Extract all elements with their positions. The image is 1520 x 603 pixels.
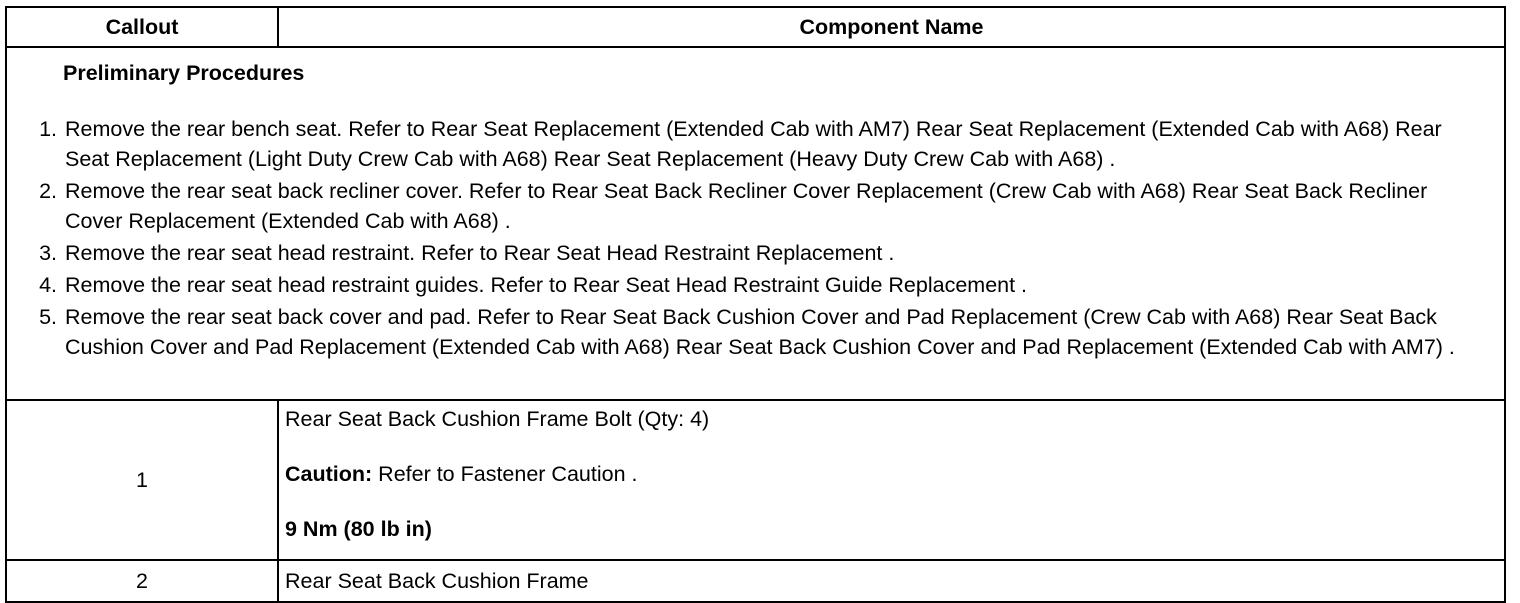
component-table (5, 6, 1506, 603)
caution-label: Caution: (285, 462, 373, 486)
preliminary-row (6, 47, 1505, 400)
preliminary-title: Preliminary Procedures (63, 61, 305, 85)
step-item: 5. Remove the rear seat back cover and pad. Refer to Rear Seat Back Cushion Cover and Pad Replacement (Crew Cab with A68) Rear Seat Back Cushion Cover and Pad Replacement (Extended Cab with A68) Rear Seat Back Cushion Cover and Pad Replacement (Extended Cab with AM7) . (63, 302, 1486, 362)
component-cell (278, 400, 1505, 560)
step-item: 1. Remove the rear bench seat. Refer to Rear Seat Replacement (Extended Cab with AM7) Rear Seat Replacement (Extended Cab with A68) Rear Seat Replacement (Light Duty Crew Cab with A68) Rear Seat Replacement (Heavy Duty Crew Cab with A68) . (63, 114, 1486, 174)
step-item: 3. Remove the rear seat head restraint. Refer to Rear Seat Head Restraint Replacement . (63, 238, 1486, 268)
component-name: Rear Seat Back Cushion Frame Bolt (Qty: 4) (285, 407, 710, 431)
caution-line (285, 460, 1498, 488)
step-item: 4. Remove the rear seat head restraint guides. Refer to Rear Seat Head Restraint Guide Replacement . (63, 270, 1486, 300)
callout-number: 2 (6, 560, 278, 602)
component-name: Rear Seat Back Cushion Frame (278, 560, 1505, 602)
table-row (6, 400, 1505, 560)
callout-number: 1 (6, 400, 278, 560)
table-header-row (6, 7, 1505, 47)
step-item: 2. Remove the rear seat back recliner cover. Refer to Rear Seat Back Recliner Cover Replacement (Crew Cab with A68) Rear Seat Back Recliner Cover Replacement (Extended Cab with A68) . (63, 176, 1486, 236)
preliminary-steps (25, 114, 1486, 362)
preliminary-cell (6, 47, 1505, 400)
torque-spec: 9 Nm (80 lb in) (285, 517, 432, 541)
header-component-name: Component Name (278, 7, 1505, 47)
table-row (6, 560, 1505, 602)
header-callout: Callout (6, 7, 278, 47)
caution-text: Refer to Fastener Caution . (372, 462, 638, 486)
